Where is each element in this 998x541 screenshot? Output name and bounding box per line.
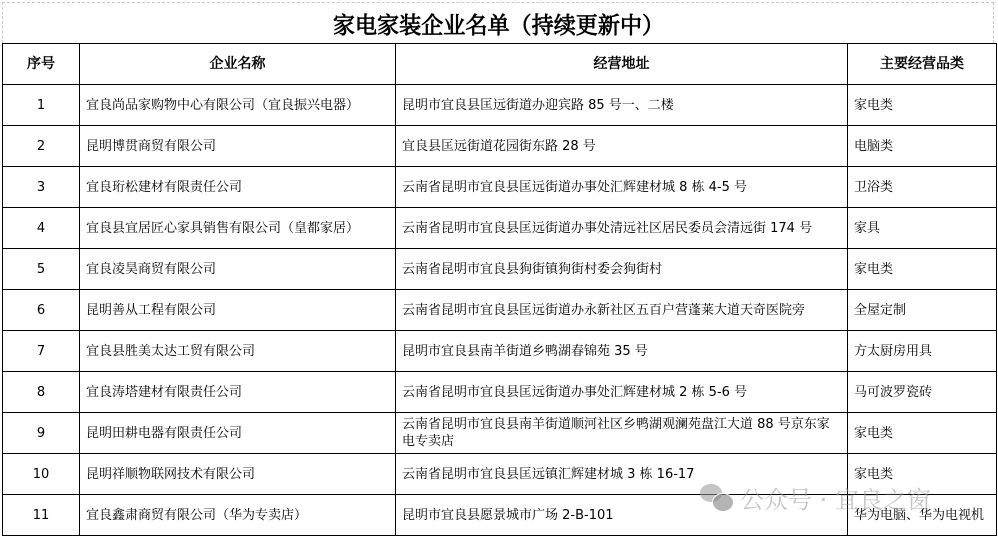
cell-no: 8: [3, 372, 80, 413]
column-header-no: 序号: [3, 44, 80, 85]
table-row: [3, 85, 997, 126]
cell-category: 家电类: [848, 85, 997, 126]
cell-name: 昆明祥顺物联网技术有限公司: [80, 454, 396, 495]
cell-name: 宜良尚品家购物中心有限公司（宜良振兴电器）: [80, 85, 396, 126]
cell-address: 昆明市宜良县愿景城市广场 2-B-101: [396, 495, 848, 536]
cell-category: 方太厨房用具: [848, 331, 997, 372]
column-header-name: 企业名称: [80, 44, 396, 85]
cell-name: 宜良鑫肃商贸有限公司（华为专卖店）: [80, 495, 396, 536]
cell-no: 11: [3, 495, 80, 536]
cell-no: 1: [3, 85, 80, 126]
cell-category: 家具: [848, 208, 997, 249]
cell-no: 7: [3, 331, 80, 372]
table-row: [3, 126, 997, 167]
cell-category: 卫浴类: [848, 167, 997, 208]
column-header-category: 主要经营品类: [848, 44, 997, 85]
cell-address: 云南省昆明市宜良县南羊街道顺河社区乡鸭湖观澜苑盘江大道 88 号京东家电专卖店: [396, 413, 848, 454]
cell-address: 云南省昆明市宜良县匡远镇汇辉建材城 3 栋 16-17: [396, 454, 848, 495]
cell-category: 华为电脑、华为电视机: [848, 495, 997, 536]
column-header-address: 经营地址: [396, 44, 848, 85]
cell-category: 全屋定制: [848, 290, 997, 331]
cell-address: 云南省昆明市宜良县匡远街道办永新社区五百户营蓬莱大道天奇医院旁: [396, 290, 848, 331]
table-row: [3, 249, 997, 290]
cell-name: 昆明善从工程有限公司: [80, 290, 396, 331]
cell-no: 9: [3, 413, 80, 454]
cell-address: 宜良县匡远街道花园街东路 28 号: [396, 126, 848, 167]
cell-category: 家电类: [848, 454, 997, 495]
table-row: [3, 372, 997, 413]
title-cell: [2, 2, 994, 43]
cell-no: 5: [3, 249, 80, 290]
table-row: [3, 454, 997, 495]
cell-name: 昆明田耕电器有限责任公司: [80, 413, 396, 454]
cell-name: 宜良涛塔建材有限责任公司: [80, 372, 396, 413]
table-row: [3, 413, 997, 454]
watermark-text: 公众号 · 宜良之窗: [740, 486, 931, 514]
cell-address: 云南省昆明市宜良县匡远街道办事处汇辉建材城 8 栋 4-5 号: [396, 167, 848, 208]
page-title: 家电家装企业名单（持续更新中）: [332, 12, 664, 39]
cell-no: 3: [3, 167, 80, 208]
cell-name: 宜良县宜居匠心家具销售有限公司（皇都家居）: [80, 208, 396, 249]
cell-name: 宜良县胜美太达工贸有限公司: [80, 331, 396, 372]
cell-name: 宜良珩松建材有限责任公司: [80, 167, 396, 208]
cell-category: 马可波罗瓷砖: [848, 372, 997, 413]
cell-address: 昆明市宜良县南羊街道乡鸭湖春锦苑 35 号: [396, 331, 848, 372]
table-row: [3, 167, 997, 208]
table-row: [3, 495, 997, 536]
table-row: [3, 290, 997, 331]
cell-no: 2: [3, 126, 80, 167]
table-row: [3, 331, 997, 372]
cell-address: 云南省昆明市宜良县匡远街道办事处汇辉建材城 2 栋 5-6 号: [396, 372, 848, 413]
cell-name: 昆明博贯商贸有限公司: [80, 126, 396, 167]
table-row: [3, 208, 997, 249]
header-row: [3, 44, 997, 85]
cell-name: 宜良凌昊商贸有限公司: [80, 249, 396, 290]
company-table: [2, 43, 997, 536]
cell-address: 云南省昆明市宜良县狗街镇狗街村委会狗街村: [396, 249, 848, 290]
cell-category: 家电类: [848, 249, 997, 290]
cell-no: 10: [3, 454, 80, 495]
cell-address: 昆明市宜良县匡远街道办迎宾路 85 号一、二楼: [396, 85, 848, 126]
cell-no: 6: [3, 290, 80, 331]
cell-address: 云南省昆明市宜良县匡远街道办事处清远社区居民委员会清远街 174 号: [396, 208, 848, 249]
cell-category: 电脑类: [848, 126, 997, 167]
cell-no: 4: [3, 208, 80, 249]
cell-category: 家电类: [848, 413, 997, 454]
